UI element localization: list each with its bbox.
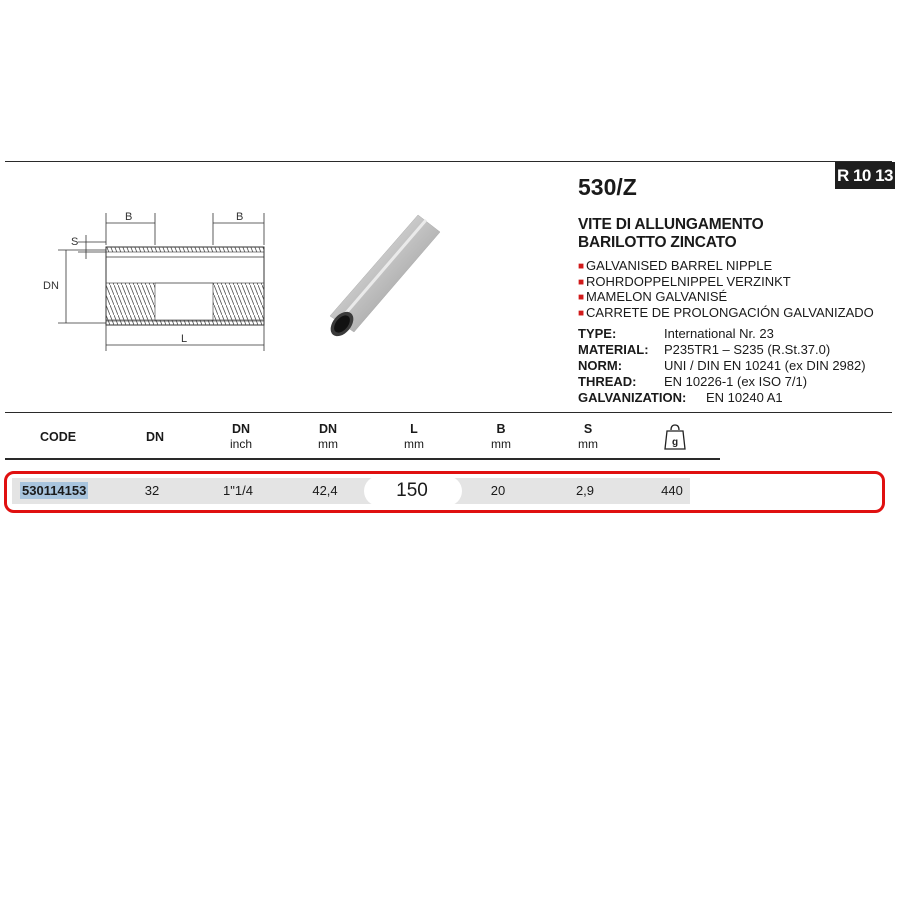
cell-b: 20 [490, 483, 506, 498]
header-code: CODE [39, 430, 77, 444]
weight-icon [664, 424, 686, 450]
cell-dn-mm: 42,4 [312, 483, 338, 498]
cell-l: 150 [396, 480, 428, 501]
product-photo [318, 210, 453, 340]
cell-code[interactable]: 530114153 [22, 483, 87, 498]
header-s: S mm [578, 422, 598, 451]
cell-dn: 32 [144, 483, 160, 498]
spec-material-value: P235TR1 – S235 (R.St.37.0) [664, 342, 831, 357]
header-dn-mm: DN mm [318, 422, 338, 451]
header-b: B mm [491, 422, 511, 451]
spec-norm-label: NORM: [578, 358, 623, 373]
cell-weight: 440 [661, 483, 683, 498]
dim-label-l: L [181, 333, 188, 345]
page-badge: R 10 13 [835, 162, 895, 189]
technical-drawing [38, 205, 288, 355]
header-dn: DN [145, 430, 165, 444]
dim-label-s: S [71, 236, 79, 248]
translation-list [578, 258, 874, 321]
list-item: ■ ROHRDOPPELNIPPEL VERZINKT [578, 273, 791, 289]
row-highlight-frame [4, 471, 885, 513]
spec-galvanization-label: GALVANIZATION: [578, 390, 687, 405]
cell-s: 2,9 [575, 483, 595, 498]
section-rule [5, 412, 892, 413]
svg-text:g: g [671, 437, 679, 448]
product-heading-line2: BARILOTTO ZINCATO [578, 234, 737, 251]
spec-thread-label: THREAD: [578, 374, 637, 389]
product-heading-line1: VITE DI ALLUNGAMENTO [578, 216, 764, 233]
list-item: ■ MAMELON GALVANISÉ [578, 289, 728, 305]
spec-type-value: International Nr. 23 [664, 326, 774, 341]
dim-label-b-left: B [125, 211, 133, 223]
product-code-title: 530/Z [578, 174, 637, 200]
dim-label-b-right: B [236, 211, 244, 223]
top-rule [5, 161, 892, 162]
header-dn-inch: DN inch [229, 422, 252, 451]
header-rule [5, 458, 720, 460]
spec-material-label: MATERIAL: [578, 342, 649, 357]
header-l: L mm [404, 422, 424, 451]
spec-type-label: TYPE: [578, 326, 617, 341]
cell-dn-inch: 1"1/4 [223, 483, 253, 498]
dim-label-dn: DN [43, 280, 59, 292]
spec-thread-value: EN 10226-1 (ex ISO 7/1) [664, 374, 808, 389]
list-item: ■ GALVANISED BARREL NIPPLE [578, 258, 773, 273]
list-item: ■ CARRETE DE PROLONGACIÓN GALVANIZADO [578, 305, 874, 321]
spec-norm-value: UNI / DIN EN 10241 (ex DIN 2982) [664, 358, 866, 373]
spec-galvanization-value: EN 10240 A1 [706, 390, 783, 405]
